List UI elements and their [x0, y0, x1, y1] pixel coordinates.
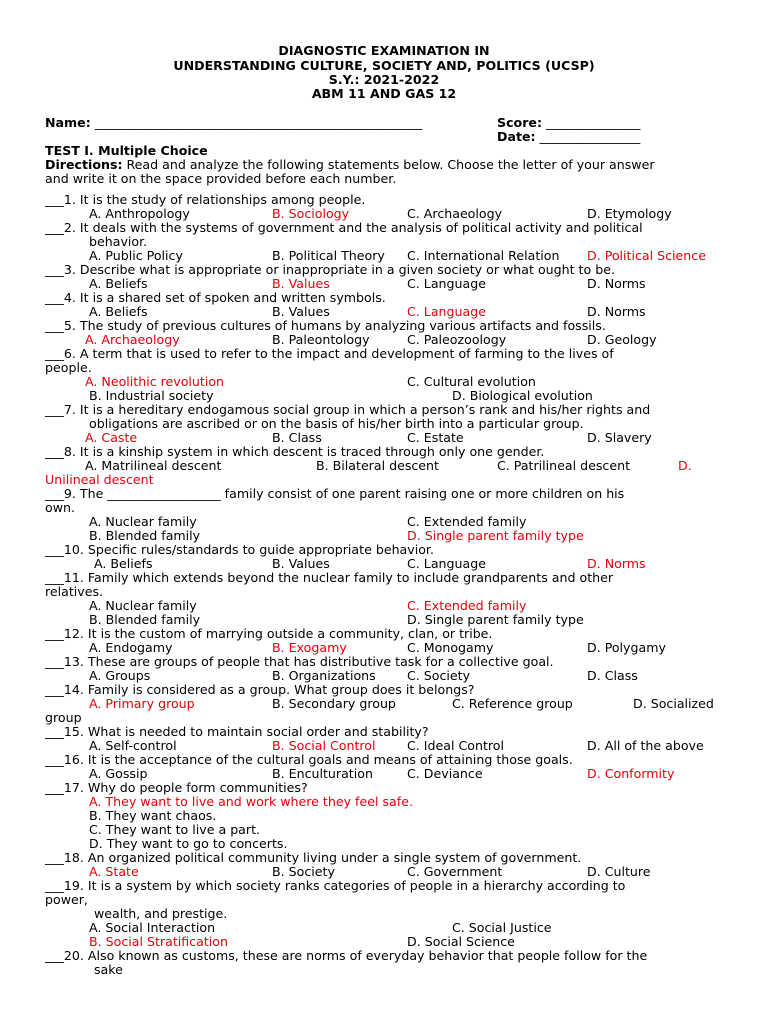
q14-option-d-cont: group: [45, 710, 82, 725]
q1-option-b: B. Sociology: [272, 206, 350, 221]
q5-option-a: A. Archaeology: [85, 332, 180, 347]
q11-option-b: B. Blended family: [89, 612, 201, 627]
question-3: ___3. Describe what is appropriate or inappropriate in a given society or what ought to be.: [45, 262, 615, 277]
score-blank: _______________: [546, 115, 641, 130]
q4-option-c: C. Language: [407, 304, 486, 319]
q11-option-a: A. Nuclear family: [89, 598, 197, 613]
q7-option-a: A. Caste: [85, 430, 138, 445]
q9-option-c: C. Extended family: [407, 514, 527, 529]
q1-option-a: A. Anthropology: [89, 206, 190, 221]
q6-option-b: B. Industrial society: [89, 388, 214, 403]
q12-option-d: D. Polygamy: [587, 640, 666, 655]
q9-option-d: D. Single parent family type: [407, 528, 584, 543]
q5-option-b: B. Paleontology: [272, 332, 370, 347]
q4-option-a: A. Beliefs: [89, 304, 148, 319]
question-14: ___14. Family is considered as a group. What group does it belongs?: [45, 682, 475, 697]
q2-option-b: B. Political Theory: [272, 248, 385, 263]
q1-option-d: D. Etymology: [587, 206, 672, 221]
question-8: ___8. It is a kinship system in which descent is traced through only one gender.: [45, 444, 545, 459]
score-field: [497, 116, 640, 130]
question-7-cont: obligations are ascribed or on the basis of his/her birth into a particular group.: [89, 416, 584, 431]
q18-option-c: C. Government: [407, 864, 503, 879]
q8-option-b: B. Bilateral descent: [316, 458, 439, 473]
directions-text: Read and analyze the following statements below. Choose the letter of your answer: [122, 157, 655, 172]
question-19-cont: power,: [45, 892, 88, 907]
question-2-cont: behavior.: [89, 234, 148, 249]
question-6-cont: people.: [45, 360, 92, 375]
name-field: [45, 116, 422, 130]
q2-option-d: D. Political Science: [587, 248, 706, 263]
question-20: ___20. Also known as customs, these are norms of everyday behavior that people follow for the: [45, 948, 648, 963]
question-11: ___11. Family which extends beyond the nuclear family to include grandparents and other: [45, 570, 614, 585]
question-12: ___12. It is the custom of marrying outside a community, clan, or tribe.: [45, 626, 493, 641]
q10-option-d: D. Norms: [587, 556, 646, 571]
question-20-cont: sake: [94, 962, 123, 977]
question-4: ___4. It is a shared set of spoken and written symbols.: [45, 290, 386, 305]
q13-option-b: B. Organizations: [272, 668, 376, 683]
question-9: ___9. The __________________ family consist of one parent raising one or more children on his: [45, 486, 625, 501]
q8-option-d: D.: [678, 458, 692, 473]
q17-option-d: D. They want to go to concerts.: [89, 836, 288, 851]
q3-option-b: B. Values: [272, 276, 330, 291]
q7-option-b: B. Class: [272, 430, 322, 445]
q8-option-a: A. Matrilineal descent: [85, 458, 222, 473]
q15-option-c: C. Ideal Control: [407, 738, 504, 753]
q19-option-b: B. Social Stratification: [89, 934, 228, 949]
q18-option-b: B. Society: [272, 864, 335, 879]
q10-option-c: C. Language: [407, 556, 486, 571]
question-6: ___6. A term that is used to refer to the impact and development of farming to the lives of: [45, 346, 614, 361]
name-blank: ____________________________________________________: [94, 115, 423, 130]
q6-option-c: C. Cultural evolution: [407, 374, 536, 389]
q15-option-a: A. Self-control: [89, 738, 177, 753]
q7-option-c: C. Estate: [407, 430, 464, 445]
directions-text-2: and write it on the space provided before each number.: [45, 171, 397, 186]
q14-option-c: C. Reference group: [452, 696, 573, 711]
q3-option-a: A. Beliefs: [89, 276, 148, 291]
question-5: ___5. The study of previous cultures of humans by analyzing various artifacts and fossils.: [45, 318, 606, 333]
q10-option-b: B. Values: [272, 556, 330, 571]
q7-option-d: D. Slavery: [587, 430, 652, 445]
q12-option-b: B. Exogamy: [272, 640, 347, 655]
q16-option-a: A. Gossip: [89, 766, 148, 781]
q14-option-d: D. Socialized: [633, 696, 714, 711]
directions-label: Directions:: [45, 157, 123, 172]
q13-option-a: A. Groups: [89, 668, 151, 683]
q9-option-b: B. Blended family: [89, 528, 201, 543]
question-1: ___1. It is the study of relationships among people.: [45, 192, 366, 207]
q8-option-c: C. Patrilineal descent: [497, 458, 631, 473]
q12-option-a: A. Endogamy: [89, 640, 173, 655]
q4-option-b: B. Values: [272, 304, 330, 319]
q2-option-a: A. Public Policy: [89, 248, 183, 263]
score-label: Score:: [497, 115, 542, 130]
question-10: ___10. Specific rules/standards to guide appropriate behavior.: [45, 542, 434, 557]
directions: [45, 158, 655, 172]
q13-option-d: D. Class: [587, 668, 638, 683]
name-label: Name:: [45, 115, 91, 130]
q2-option-c: C. International Relation: [407, 248, 560, 263]
q15-option-b: B. Social Control: [272, 738, 376, 753]
question-17: ___17. Why do people form communities?: [45, 780, 308, 795]
q12-option-c: C. Monogamy: [407, 640, 494, 655]
q14-option-a: A. Primary group: [89, 696, 195, 711]
question-2: ___2. It deals with the systems of government and the analysis of political activity and political: [45, 220, 643, 235]
q6-option-d: D. Biological evolution: [452, 388, 593, 403]
question-9-cont: own.: [45, 500, 75, 515]
q8-option-d-cont: Unilineal descent: [45, 472, 154, 487]
q16-option-b: B. Enculturation: [272, 766, 373, 781]
q1-option-c: C. Archaeology: [407, 206, 503, 221]
q11-option-d: D. Single parent family type: [407, 612, 584, 627]
q11-option-c: C. Extended family: [407, 598, 527, 613]
q17-option-b: B. They want chaos.: [89, 808, 217, 823]
question-13: ___13. These are groups of people that has distributive task for a collective goal.: [45, 654, 554, 669]
grade-levels: ABM 11 AND GAS 12: [311, 86, 457, 101]
question-19: ___19. It is a system by which society ranks categories of people in a hierarchy according to: [45, 878, 626, 893]
date-label: Date:: [497, 129, 536, 144]
q19-option-c: C. Social Justice: [452, 920, 552, 935]
question-7: ___7. It is a hereditary endogamous social group in which a person’s rank and his/her rights and: [45, 402, 651, 417]
q4-option-d: D. Norms: [587, 304, 646, 319]
q19-option-d: D. Social Science: [407, 934, 515, 949]
q14-option-b: B. Secondary group: [272, 696, 396, 711]
q16-option-c: C. Deviance: [407, 766, 483, 781]
q17-option-a: A. They want to live and work where they feel safe.: [89, 794, 413, 809]
school-year: S.Y.: 2021-2022: [328, 72, 440, 87]
q3-option-d: D. Norms: [587, 276, 646, 291]
test-title: TEST I. Multiple Choice: [45, 143, 208, 158]
q15-option-d: D. All of the above: [587, 738, 704, 753]
q3-option-c: C. Language: [407, 276, 486, 291]
q6-option-a: A. Neolithic revolution: [85, 374, 225, 389]
q13-option-c: C. Society: [407, 668, 471, 683]
question-16: ___16. It is the acceptance of the cultural goals and means of attaining those goals.: [45, 752, 573, 767]
subject-title: UNDERSTANDING CULTURE, SOCIETY AND, POLITICS (UCSP): [173, 58, 595, 73]
q10-option-a: A. Beliefs: [94, 556, 153, 571]
question-15: ___15. What is needed to maintain social order and stability?: [45, 724, 429, 739]
q9-option-a: A. Nuclear family: [89, 514, 197, 529]
q19-option-a: A. Social Interaction: [89, 920, 216, 935]
exam-title: DIAGNOSTIC EXAMINATION IN: [278, 43, 490, 58]
q18-option-a: A. State: [89, 864, 139, 879]
q5-option-c: C. Paleozoology: [407, 332, 507, 347]
q17-option-c: C. They want to live a part.: [89, 822, 261, 837]
q5-option-d: D. Geology: [587, 332, 657, 347]
q18-option-d: D. Culture: [587, 864, 651, 879]
q16-option-d: D. Conformity: [587, 766, 675, 781]
question-19-cont-2: wealth, and prestige.: [94, 906, 228, 921]
question-11-cont: relatives.: [45, 584, 104, 599]
date-blank: ________________: [539, 129, 641, 144]
question-18: ___18. An organized political community living under a single system of government.: [45, 850, 582, 865]
date-field: [497, 130, 640, 144]
